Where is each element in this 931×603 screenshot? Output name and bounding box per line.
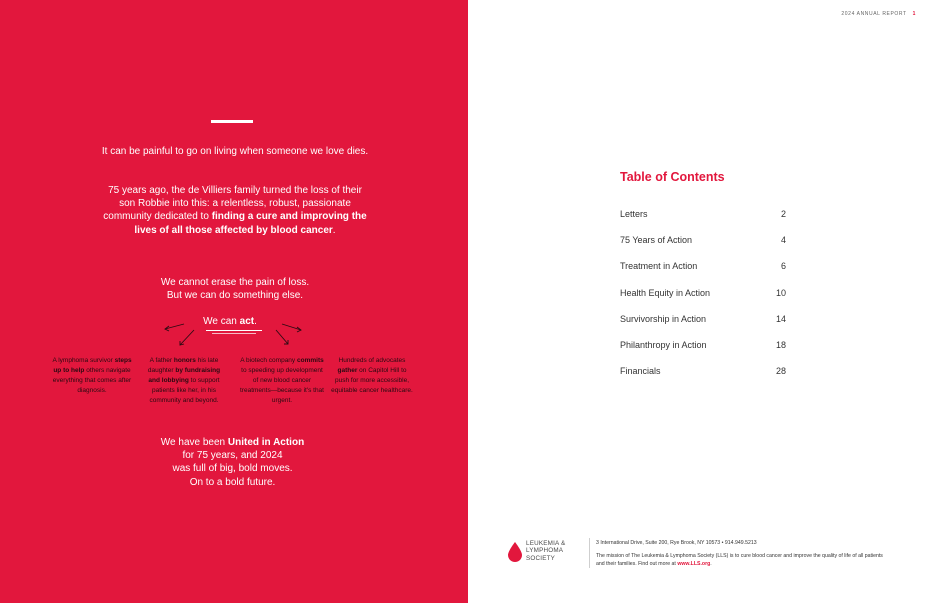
story-column-4 bbox=[330, 356, 414, 396]
logo-line-1: LEUKEMIA & bbox=[526, 540, 566, 547]
toc-page: 6 bbox=[780, 261, 786, 271]
story-2-d: by fundraising and lobbying bbox=[148, 367, 221, 384]
history-intro: 75 years ago, the de Villiers family turned the loss of their son Robbie into this: a relentless, robust, passionate community dedicated to bbox=[103, 185, 362, 223]
closing-prefix: We have been bbox=[160, 437, 226, 448]
top-rule bbox=[211, 120, 253, 123]
story-3-b: commits bbox=[297, 357, 324, 364]
toc-label: Letters bbox=[620, 209, 648, 219]
story-2-a: A father bbox=[149, 357, 173, 364]
toc-label: Survivorship in Action bbox=[620, 314, 707, 324]
story-4-b: gather bbox=[337, 367, 358, 374]
toc-page: 28 bbox=[775, 366, 786, 376]
closing-line-3: was full of big, bold moves. bbox=[172, 463, 293, 475]
blood-drop-icon bbox=[508, 542, 522, 562]
toc-page: 14 bbox=[775, 314, 786, 324]
arrow-icon bbox=[165, 324, 184, 331]
closing-line-2: for 75 years, and 2024 bbox=[182, 450, 283, 462]
arrow-icon bbox=[276, 330, 288, 344]
arrow-icon bbox=[282, 324, 301, 332]
loss-paragraph bbox=[100, 276, 370, 302]
toc-item-financials[interactable] bbox=[620, 366, 786, 376]
toc-label: Philanthropy in Action bbox=[620, 340, 707, 350]
story-2-e: to support patients like her, in his community and beyond. bbox=[149, 377, 220, 404]
closing-paragraph bbox=[110, 436, 355, 489]
header-label: 2024 ANNUAL REPORT bbox=[841, 11, 907, 17]
mission-end: . bbox=[710, 561, 712, 567]
we-can-bold: act bbox=[239, 316, 255, 327]
toc-label: Treatment in Action bbox=[620, 261, 698, 271]
story-column-2 bbox=[142, 356, 226, 406]
loss-line-2: But we can do something else. bbox=[166, 290, 304, 302]
we-can-prefix: We can bbox=[203, 316, 237, 327]
right-page bbox=[468, 0, 931, 603]
logo-line-2: LYMPHOMA bbox=[526, 547, 564, 555]
story-3-a: A biotech company bbox=[240, 357, 296, 364]
story-4-a: Hundreds of advocates bbox=[338, 357, 406, 364]
running-header bbox=[841, 11, 916, 17]
page-number: 1 bbox=[912, 11, 916, 17]
toc-item-75-years[interactable] bbox=[620, 235, 786, 245]
mission-text: The mission of The Leukemia & Lymphoma Society (LLS) is to cure blood cancer and improve the quality of life of all patients and their families. Find out more at bbox=[596, 553, 883, 567]
toc-item-letters[interactable] bbox=[620, 209, 786, 219]
we-can-end: . bbox=[254, 316, 257, 327]
story-1-a: A lymphoma survivor bbox=[52, 357, 113, 364]
lls-logo bbox=[508, 538, 586, 568]
story-column-1 bbox=[50, 356, 134, 396]
history-end: . bbox=[332, 224, 336, 236]
toc-item-philanthropy[interactable] bbox=[620, 340, 786, 350]
arrow-icon bbox=[180, 330, 194, 345]
story-1-c: others navigate everything that comes after diagnosis. bbox=[52, 367, 132, 394]
toc-page: 4 bbox=[780, 235, 786, 245]
history-paragraph bbox=[100, 184, 370, 237]
footer-mission bbox=[596, 552, 886, 568]
logo-line-3: SOCIETY bbox=[526, 554, 556, 562]
arrows-group bbox=[150, 318, 320, 352]
history-bold: finding a cure and improving the lives of all those affected by blood cancer bbox=[134, 211, 367, 236]
closing-line-4: On to a bold future. bbox=[189, 476, 276, 488]
story-2-c: his late daughter bbox=[147, 357, 219, 374]
loss-line-1: We cannot erase the pain of loss. bbox=[160, 277, 310, 288]
toc-page: 2 bbox=[780, 209, 786, 219]
toc-label: 75 Years of Action bbox=[620, 235, 693, 245]
toc-label: Health Equity in Action bbox=[620, 288, 711, 298]
story-3-c: to speeding up development of new blood cancer treatments—because it's that urgent. bbox=[240, 367, 324, 404]
footer-address: 3 International Drive, Suite 200, Rye Brook, NY 10573 • 914.949.5213 bbox=[596, 540, 757, 546]
story-column-3 bbox=[240, 356, 324, 406]
toc-page: 18 bbox=[775, 340, 786, 350]
toc-title: Table of Contents bbox=[620, 170, 725, 184]
story-2-b: honors bbox=[173, 357, 196, 364]
footer-divider bbox=[589, 538, 590, 568]
toc-item-treatment[interactable] bbox=[620, 261, 786, 271]
toc-item-survivorship[interactable] bbox=[620, 314, 786, 324]
toc-item-health-equity[interactable] bbox=[620, 288, 786, 298]
story-1-b: steps up to help bbox=[53, 357, 132, 374]
closing-bold: United in Action bbox=[227, 437, 305, 448]
toc-label: Financials bbox=[620, 366, 661, 376]
toc-page: 10 bbox=[775, 288, 786, 298]
intro-paragraph: It can be painful to go on living when someone we love dies. bbox=[101, 146, 369, 157]
website-link[interactable]: www.LLS.org bbox=[677, 561, 711, 567]
story-4-c: on Capitol Hill to push for more accessible, equitable cancer healthcare. bbox=[331, 367, 413, 394]
logo-wordmark bbox=[526, 540, 565, 562]
